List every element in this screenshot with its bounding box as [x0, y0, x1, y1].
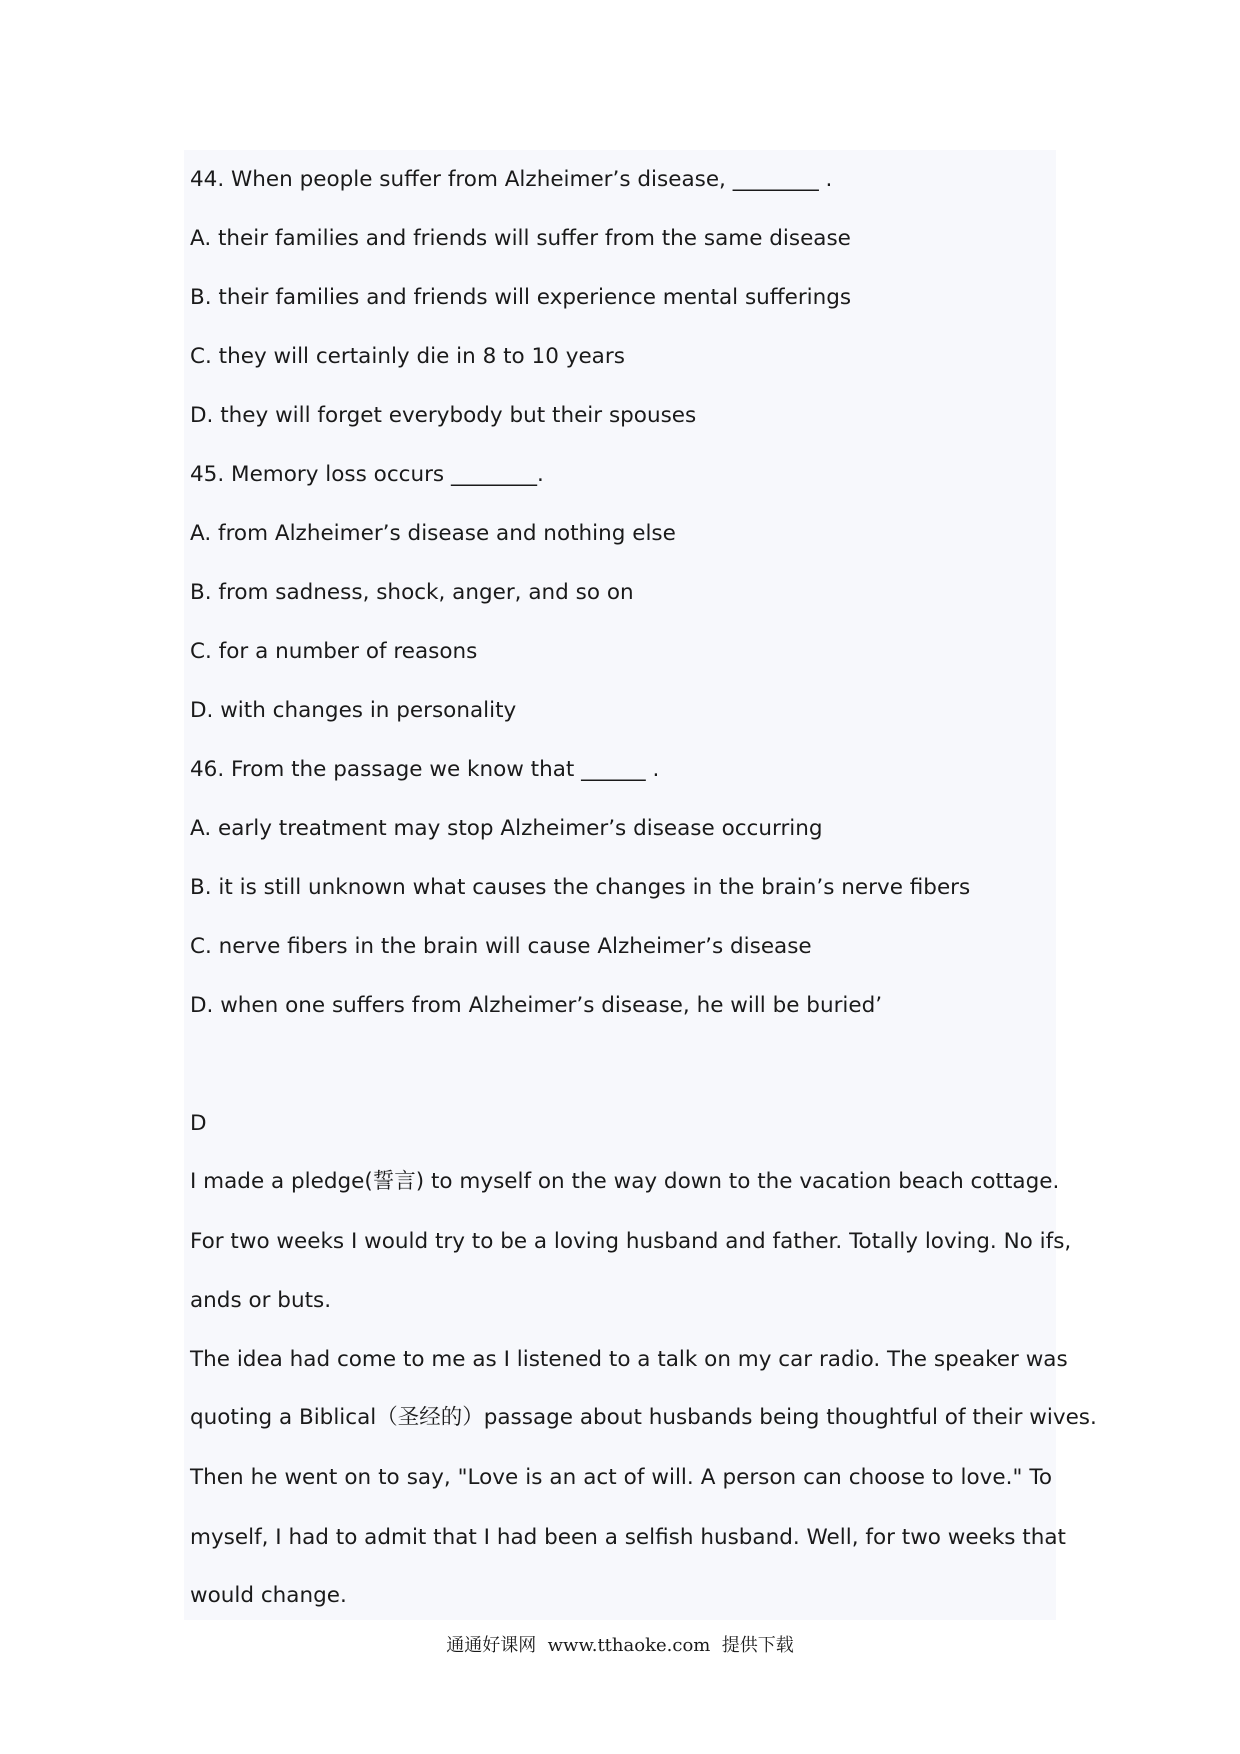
- page-footer: 通通好课网 www.tthaoke.com 提供下载: [446, 1635, 794, 1656]
- question-44-option-d: D. they will forget everybody but their spouses: [190, 403, 697, 428]
- section-label: D: [190, 1111, 207, 1136]
- question-45-option-c: C. for a number of reasons: [190, 639, 478, 664]
- question-46-stem: 46. From the passage we know that ______ .: [190, 757, 660, 782]
- passage-line: quoting a Biblical（圣经的）passage about husbands being thoughtful of their wives.: [190, 1405, 1097, 1430]
- question-46-option-a: A. early treatment may stop Alzheimer’s disease occurring: [190, 816, 823, 841]
- question-46-option-c: C. nerve fibers in the brain will cause Alzheimer’s disease: [190, 934, 812, 959]
- question-44-stem: 44. When people suffer from Alzheimer’s disease, ________ .: [190, 167, 833, 192]
- question-45-option-d: D. with changes in personality: [190, 698, 517, 723]
- passage-line: ands or buts.: [190, 1288, 332, 1313]
- question-45-stem: 45. Memory loss occurs ________.: [190, 462, 544, 487]
- question-45-option-a: A. from Alzheimer’s disease and nothing else: [190, 521, 676, 546]
- passage-line: For two weeks I would try to be a loving husband and father. Totally loving. No ifs,: [190, 1229, 1072, 1254]
- question-44-option-c: C. they will certainly die in 8 to 10 years: [190, 344, 625, 369]
- passage-line: myself, I had to admit that I had been a selfish husband. Well, for two weeks that: [190, 1525, 1066, 1550]
- question-46-option-d: D. when one suffers from Alzheimer’s disease, he will be buried’: [190, 993, 883, 1018]
- question-46-option-b: B. it is still unknown what causes the changes in the brain’s nerve fibers: [190, 875, 971, 900]
- question-45-option-b: B. from sadness, shock, anger, and so on: [190, 580, 634, 605]
- passage-line: would change.: [190, 1583, 347, 1608]
- question-44-option-a: A. their families and friends will suffer from the same disease: [190, 226, 851, 251]
- passage-line: The idea had come to me as I listened to a talk on my car radio. The speaker was: [190, 1347, 1068, 1372]
- passage-line: I made a pledge(誓言) to myself on the way down to the vacation beach cottage.: [190, 1169, 1060, 1194]
- passage-line: Then he went on to say, "Love is an act of will. A person can choose to love." To: [190, 1465, 1052, 1490]
- question-44-option-b: B. their families and friends will experience mental sufferings: [190, 285, 852, 310]
